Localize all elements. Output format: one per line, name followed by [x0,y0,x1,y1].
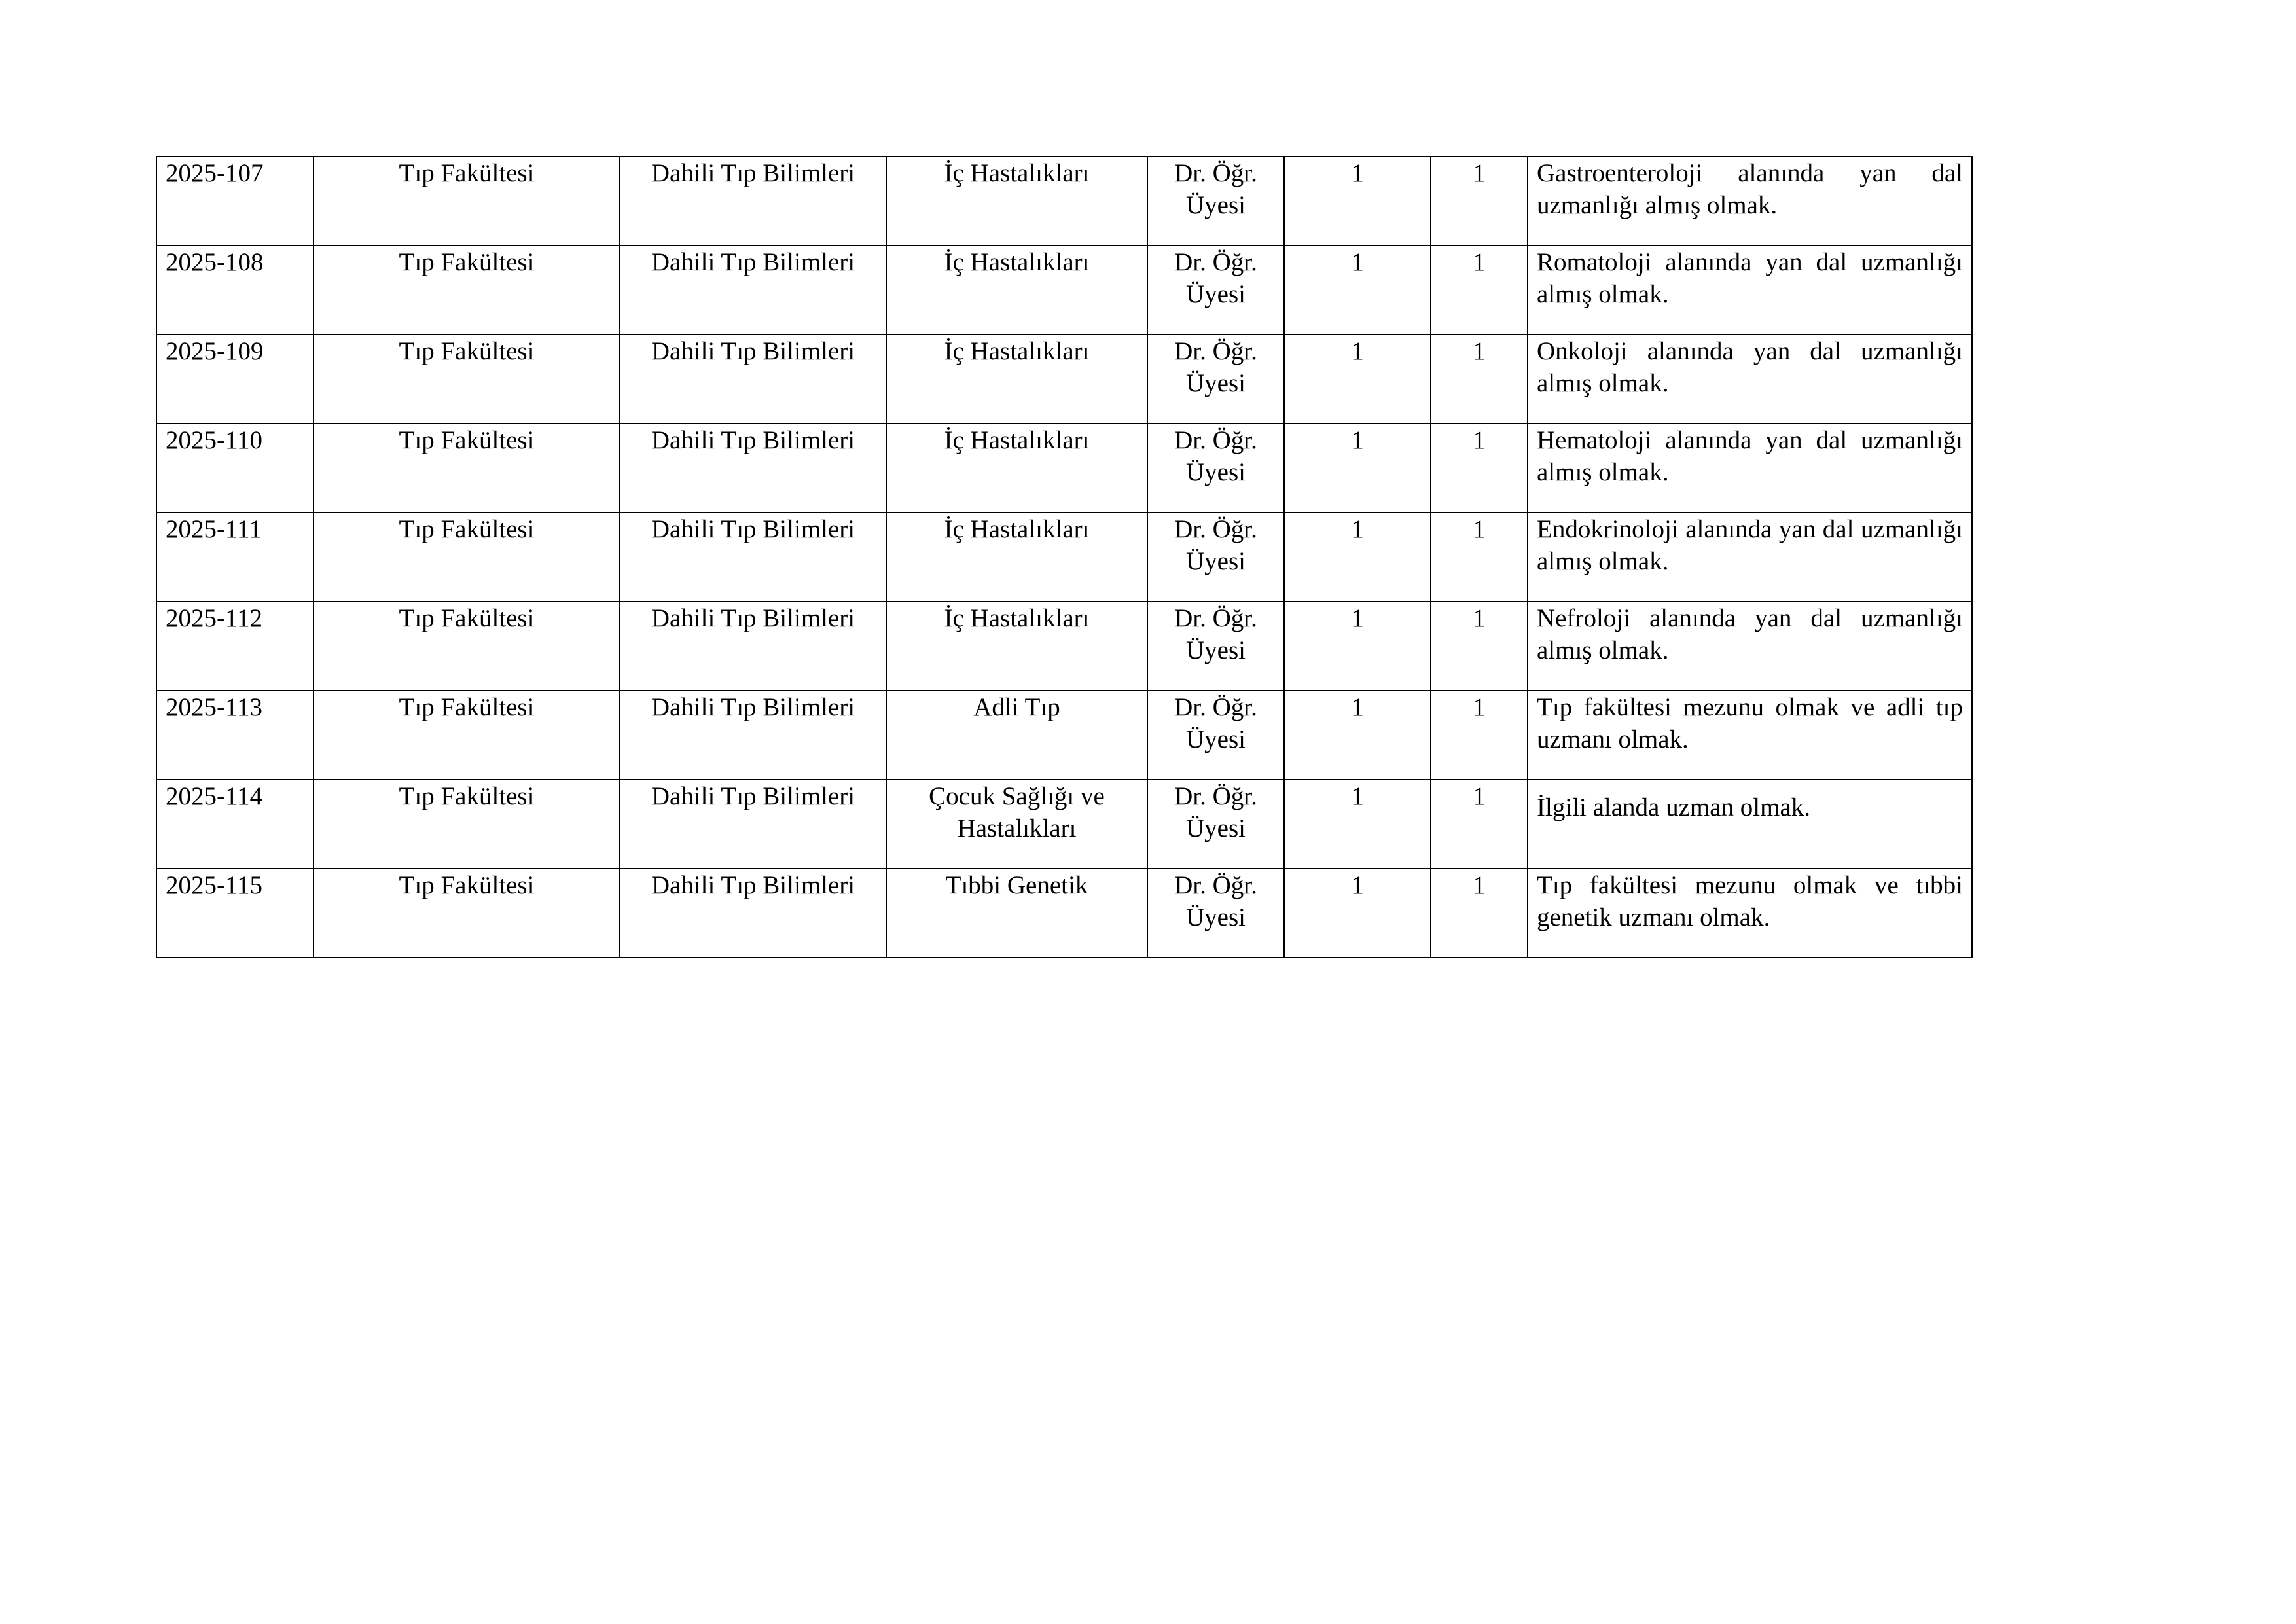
cell-conditions: Nefroloji alanında yan dal uzmanlığı almış olmak. [1528,602,1972,691]
cell-degree: 1 [1284,869,1431,958]
position-line: Dr. Öğr. [1174,337,1257,365]
cell-department: Dahili Tıp Bilimleri [620,780,886,869]
cell-department: Dahili Tıp Bilimleri [620,245,886,334]
cell-department: Dahili Tıp Bilimleri [620,691,886,780]
cell-code: 2025-114 [156,780,314,869]
cell-conditions: Onkoloji alanında yan dal uzmanlığı almış olmak. [1528,334,1972,424]
cell-faculty: Tıp Fakültesi [314,513,620,602]
cell-degree: 1 [1284,424,1431,513]
cell-subdepartment: Tıbbi Genetik [886,869,1147,958]
cell-code: 2025-113 [156,691,314,780]
cell-subdepartment: İç Hastalıkları [886,602,1147,691]
cell-subdepartment: İç Hastalıkları [886,513,1147,602]
table-row [156,602,1972,691]
position-line: Dr. Öğr. [1174,693,1257,721]
position-line: Dr. Öğr. [1174,248,1257,276]
cell-department: Dahili Tıp Bilimleri [620,156,886,245]
cell-position [1147,691,1284,780]
cell-conditions: Gastroenteroloji alanında yan dal uzmanlığı almış olmak. [1528,156,1972,245]
cell-count: 1 [1431,424,1528,513]
cell-count: 1 [1431,156,1528,245]
cell-degree: 1 [1284,156,1431,245]
cell-degree: 1 [1284,334,1431,424]
cell-position [1147,780,1284,869]
cell-count: 1 [1431,245,1528,334]
position-line: Üyesi [1186,814,1246,842]
cell-faculty: Tıp Fakültesi [314,869,620,958]
cell-department: Dahili Tıp Bilimleri [620,424,886,513]
cell-subdepartment: İç Hastalıkları [886,156,1147,245]
table-row [156,334,1972,424]
table-row [156,691,1972,780]
cell-conditions: Endokrinoloji alanında yan dal uzmanlığı almış olmak. [1528,513,1972,602]
cell-faculty: Tıp Fakültesi [314,245,620,334]
position-line: Üyesi [1186,903,1246,931]
cell-degree: 1 [1284,602,1431,691]
cell-department: Dahili Tıp Bilimleri [620,334,886,424]
cell-position [1147,156,1284,245]
cell-count: 1 [1431,513,1528,602]
cell-position [1147,513,1284,602]
cell-count: 1 [1431,780,1528,869]
cell-subdepartment: Adli Tıp [886,691,1147,780]
cell-position [1147,869,1284,958]
cell-position [1147,334,1284,424]
cell-faculty: Tıp Fakültesi [314,424,620,513]
cell-code: 2025-111 [156,513,314,602]
table-row [156,869,1972,958]
cell-degree: 1 [1284,245,1431,334]
cell-degree: 1 [1284,691,1431,780]
cell-faculty: Tıp Fakültesi [314,156,620,245]
cell-code: 2025-112 [156,602,314,691]
table-row [156,156,1972,245]
cell-conditions: İlgili alanda uzman olmak. [1528,780,1972,869]
cell-count: 1 [1431,334,1528,424]
cell-code: 2025-107 [156,156,314,245]
position-line: Üyesi [1186,547,1246,575]
position-line: Üyesi [1186,280,1246,308]
cell-department: Dahili Tıp Bilimleri [620,513,886,602]
position-line: Üyesi [1186,725,1246,753]
cell-faculty: Tıp Fakültesi [314,691,620,780]
cell-faculty: Tıp Fakültesi [314,602,620,691]
cell-faculty: Tıp Fakültesi [314,780,620,869]
position-line: Üyesi [1186,369,1246,397]
cell-subdepartment: Çocuk Sağlığı ve Hastalıkları [886,780,1147,869]
cell-department: Dahili Tıp Bilimleri [620,869,886,958]
position-line: Dr. Öğr. [1174,871,1257,899]
position-line: Dr. Öğr. [1174,159,1257,187]
cell-degree: 1 [1284,513,1431,602]
position-line: Üyesi [1186,191,1246,219]
cell-subdepartment: İç Hastalıkları [886,334,1147,424]
cell-conditions: Romatoloji alanında yan dal uzmanlığı almış olmak. [1528,245,1972,334]
position-line: Dr. Öğr. [1174,426,1257,454]
position-line: Üyesi [1186,636,1246,664]
cell-code: 2025-108 [156,245,314,334]
cell-conditions: Hematoloji alanında yan dal uzmanlığı almış olmak. [1528,424,1972,513]
position-line: Dr. Öğr. [1174,604,1257,632]
cell-count: 1 [1431,869,1528,958]
cell-position [1147,602,1284,691]
position-line: Üyesi [1186,458,1246,486]
table-row [156,424,1972,513]
cell-faculty: Tıp Fakültesi [314,334,620,424]
cell-department: Dahili Tıp Bilimleri [620,602,886,691]
cell-code: 2025-109 [156,334,314,424]
cell-code: 2025-110 [156,424,314,513]
table-body [156,156,1972,958]
cell-position [1147,424,1284,513]
table-row [156,780,1972,869]
cell-subdepartment: İç Hastalıkları [886,245,1147,334]
table-row [156,513,1972,602]
cell-subdepartment: İç Hastalıkları [886,424,1147,513]
cell-position [1147,245,1284,334]
position-line: Dr. Öğr. [1174,515,1257,543]
cell-count: 1 [1431,602,1528,691]
cell-count: 1 [1431,691,1528,780]
cell-conditions: Tıp fakültesi mezunu olmak ve tıbbi genetik uzmanı olmak. [1528,869,1972,958]
cell-degree: 1 [1284,780,1431,869]
cell-conditions: Tıp fakültesi mezunu olmak ve adli tıp uzmanı olmak. [1528,691,1972,780]
table-row [156,245,1972,334]
position-listing-table [156,156,1973,958]
position-line: Dr. Öğr. [1174,782,1257,810]
cell-code: 2025-115 [156,869,314,958]
